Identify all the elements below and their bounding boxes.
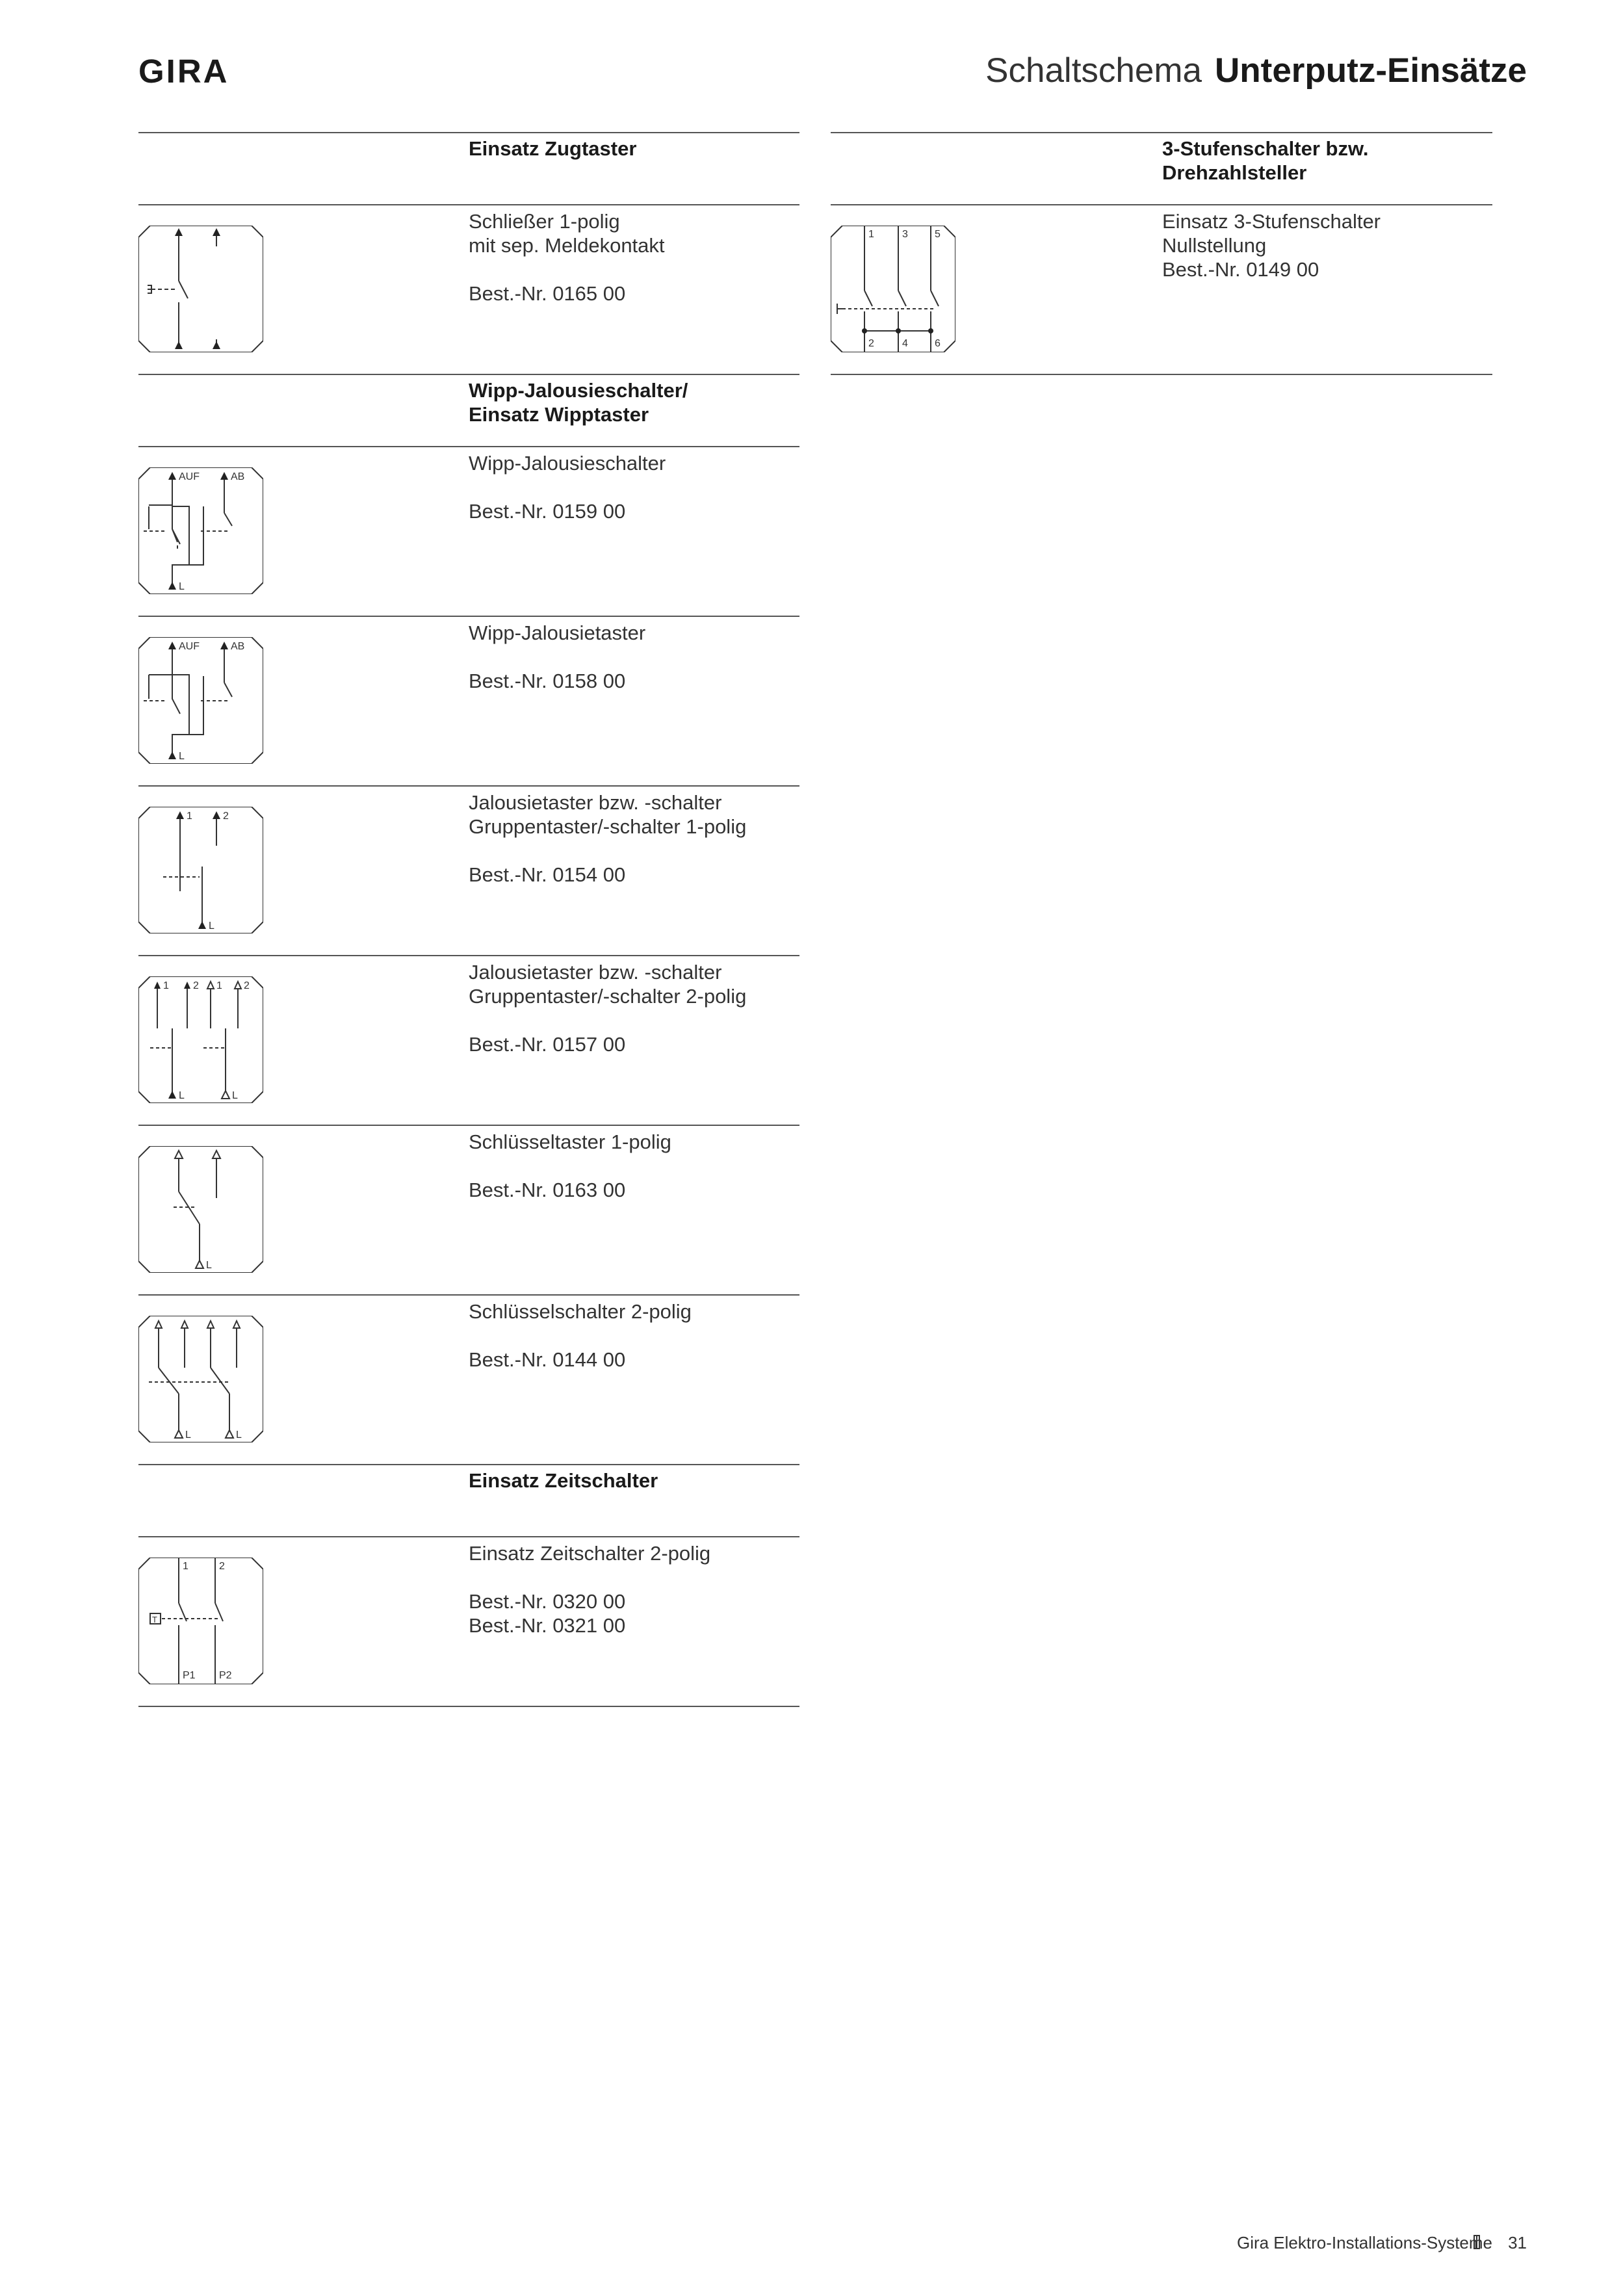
schematic-zeitschalter [138,1558,263,1684]
label-l2: L [236,1429,242,1441]
page-number: 31 [1508,2233,1527,2252]
item-text [469,621,645,693]
label-2: 2 [193,980,199,991]
label-2: 2 [868,338,874,349]
label-l: L [209,920,214,932]
item-text [469,1130,671,1202]
item-text [469,209,665,306]
label-2b: 2 [244,980,250,991]
label-l2: L [232,1090,238,1101]
schematic-3-stufenschalter [831,226,955,352]
label-1: 1 [868,229,874,240]
item-text [469,960,746,1056]
item-description: Einsatz Zeitschalter 2-polig [469,1542,711,1565]
item-description: Wipp-Jalousietaster [469,621,646,644]
schematic-jalousietaster-1polig [138,807,263,933]
label-auf: AUF [179,471,200,482]
label-t: T [152,1615,157,1624]
section-heading: 3-Stufenschalter bzw. Drehzahlsteller [1162,137,1369,184]
item-description: Einsatz 3-Stufenschalter Nullstellung Best.-Nr. 0149 00 [1162,210,1381,281]
footer-text: Gira Elektro-Installations-Systeme [1236,2233,1492,2252]
schematic-zugtaster [138,226,263,352]
schematic-jalousietaster-2polig [138,976,263,1103]
item-description: Schlüsselschalter 2-polig [469,1300,692,1323]
order-number: Best.-Nr. 0320 00 Best.-Nr. 0321 00 [469,1590,626,1637]
order-number: Best.-Nr. 0157 00 [469,1033,626,1056]
page-title [985,51,1527,90]
right-column [831,132,1492,375]
schematic-wipp-jalousieschalter [138,467,263,594]
label-1: 1 [187,811,192,822]
schematic-schluesselschalter [138,1316,263,1442]
label-1b: 1 [216,980,222,991]
item-text [469,1541,710,1637]
section-heading: Einsatz Zeitschalter [469,1469,658,1492]
section-wipp [138,374,799,446]
order-number: Best.-Nr. 0144 00 [469,1348,626,1371]
order-number: Best.-Nr. 0159 00 [469,500,626,523]
item-zeitschalter [138,1536,799,1706]
order-number: Best.-Nr. 0163 00 [469,1179,626,1201]
item-description: Jalousietaster bzw. -schalter Gruppentaster/-schalter 1-polig [469,791,747,838]
item-description: Schlüsseltaster 1-polig [469,1130,671,1153]
brand-logo: GIRA [138,53,229,90]
label-ab: AB [231,471,245,482]
label-5: 5 [935,229,941,240]
item-description: Jalousietaster bzw. -schalter Gruppentaster/-schalter 2-polig [469,961,747,1008]
schematic-wipp-jalousietaster [138,637,263,764]
section-zeitschalter [138,1464,799,1536]
title-light: Schaltschema [985,51,1202,90]
label-2: 2 [223,811,229,822]
item-wipp-jalousieschalter [138,446,799,616]
label-1: 1 [183,1561,188,1572]
label-l: L [206,1260,212,1271]
page-marker-icon [1471,2234,1483,2250]
label-p1: P1 [183,1670,196,1681]
label-l: L [179,581,185,592]
item-description: Wipp-Jalousieschalter [469,452,666,475]
title-bold: Unterputz-Einsätze [1215,51,1527,90]
order-number: Best.-Nr. 0154 00 [469,863,626,886]
order-number: Best.-Nr. 0165 00 [469,282,626,305]
item-text [469,1299,692,1372]
item-description: Schließer 1-polig mit sep. Meldekontakt [469,210,665,257]
divider [138,1706,799,1707]
section-3-stufenschalter [831,132,1492,204]
label-6: 6 [935,338,941,349]
label-2: 2 [219,1561,225,1572]
item-text [469,790,746,887]
section-zugtaster [138,132,799,204]
left-column [138,132,799,1707]
label-l: L [179,751,185,762]
label-p2: P2 [219,1670,232,1681]
order-number: Best.-Nr. 0158 00 [469,670,626,692]
item-zugtaster [138,204,799,374]
item-3-stufenschalter [831,204,1492,374]
label-l: L [179,1090,185,1101]
schematic-schluesseltaster [138,1146,263,1273]
divider [831,374,1492,375]
item-wipp-jalousietaster [138,616,799,785]
item-jalousietaster-1polig [138,785,799,955]
label-4: 4 [902,338,908,349]
section-heading: Wipp-Jalousieschalter/ Einsatz Wipptaster [469,379,688,426]
section-heading: Einsatz Zugtaster [469,137,637,160]
item-text [469,451,666,523]
label-auf: AUF [179,641,200,652]
item-jalousietaster-2polig [138,955,799,1125]
label-ab: AB [231,641,245,652]
label-3: 3 [902,229,908,240]
item-schluesseltaster [138,1125,799,1294]
label-l: L [185,1429,191,1441]
label-1: 1 [163,980,169,991]
item-schluesselschalter [138,1294,799,1464]
